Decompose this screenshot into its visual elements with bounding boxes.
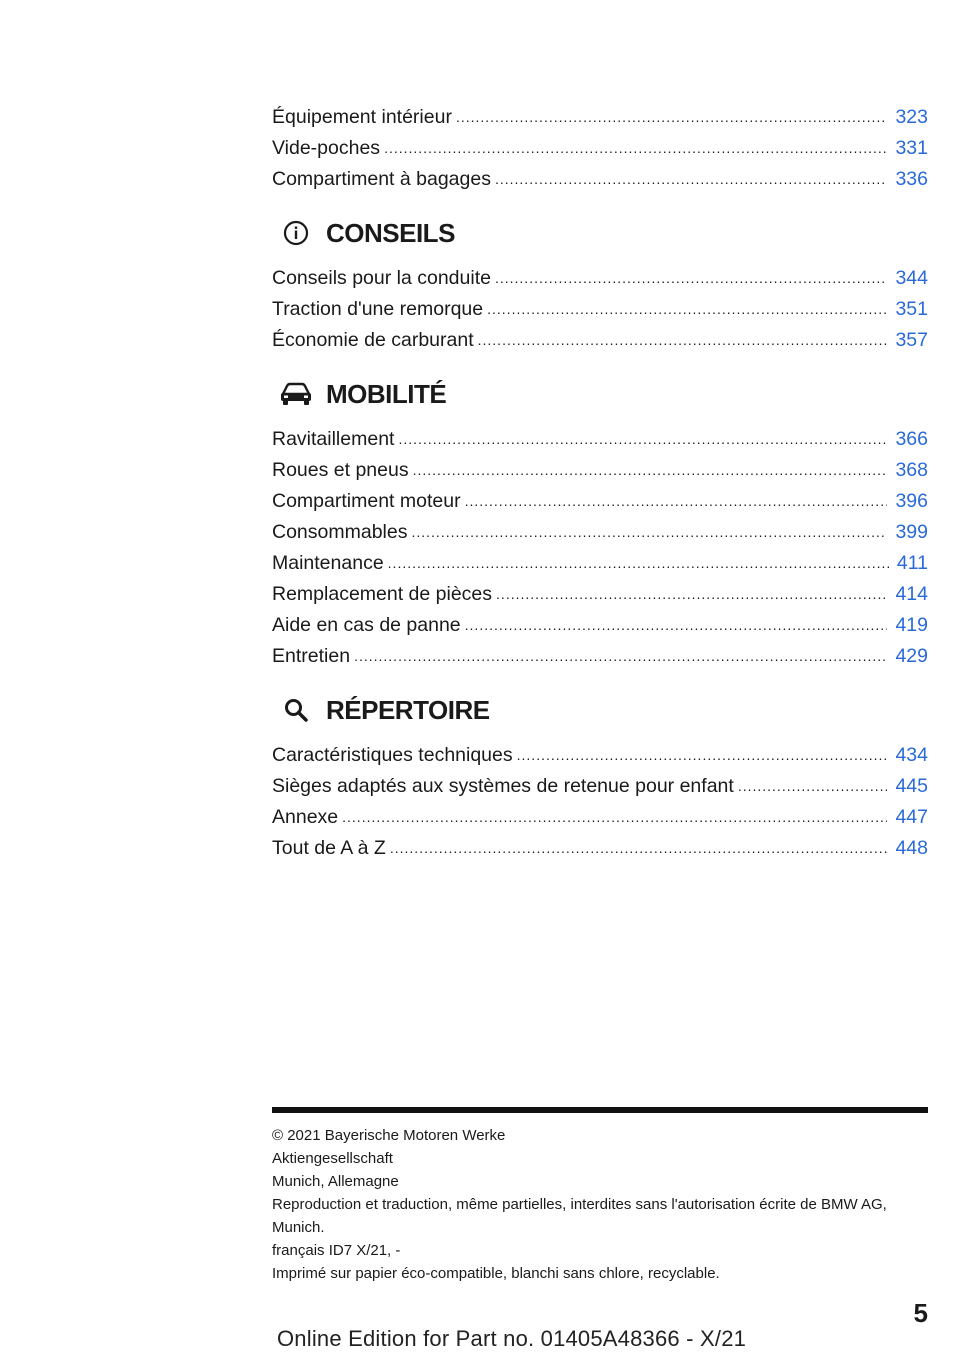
toc-page-link[interactable]: 411: [896, 552, 928, 574]
dot-leader: [487, 294, 887, 325]
imprint-line: français ID7 X/21, -: [272, 1242, 401, 1259]
dot-leader: [495, 263, 887, 294]
dot-leader: [495, 164, 887, 195]
toc-page-link[interactable]: 351: [895, 298, 928, 320]
toc-page-link[interactable]: 447: [895, 806, 928, 828]
toc-entry[interactable]: [272, 263, 928, 294]
toc-entry-label: Maintenance: [272, 552, 384, 574]
toc-page-link[interactable]: 344: [895, 267, 928, 289]
toc-entry[interactable]: [272, 294, 928, 325]
toc-entry[interactable]: [272, 133, 928, 164]
toc-entry[interactable]: [272, 455, 928, 486]
dot-leader: [411, 517, 887, 548]
toc-entry-label: Équipement intérieur: [272, 106, 452, 128]
toc-entry[interactable]: [272, 802, 928, 833]
toc-page-link[interactable]: 366: [895, 428, 928, 450]
toc-entry[interactable]: [272, 424, 928, 455]
dot-leader: [465, 610, 888, 641]
section-title: CONSEILS: [326, 217, 455, 248]
dot-leader: [390, 833, 888, 864]
toc-entry-label: Conseils pour la conduite: [272, 267, 491, 289]
toc-page-link[interactable]: 414: [895, 583, 928, 605]
imprint-line: Reproduction et traduction, même partielles, interdites sans l'autorisation écrite de BMW AG,: [272, 1196, 887, 1213]
toc-entry-label: Sièges adaptés aux systèmes de retenue pour enfant: [272, 775, 734, 797]
imprint-line: Aktiengesellschaft: [272, 1150, 393, 1167]
section-heading-mobilite: [272, 364, 928, 424]
toc-entry-label: Compartiment moteur: [272, 490, 461, 512]
toc-entry[interactable]: [272, 771, 928, 802]
toc-entry-label: Compartiment à bagages: [272, 168, 491, 190]
toc-page-link[interactable]: 323: [895, 106, 928, 128]
toc-entry[interactable]: [272, 102, 928, 133]
page-number: 5: [913, 1298, 928, 1328]
section-heading-repertoire: [272, 680, 928, 740]
toc-entry[interactable]: [272, 833, 928, 864]
dot-leader: [388, 548, 889, 579]
dot-leader: [398, 424, 887, 455]
toc-group-conseils: [272, 263, 928, 356]
toc-entry[interactable]: [272, 325, 928, 356]
toc-entry[interactable]: [272, 740, 928, 771]
toc-entry-label: Ravitaillement: [272, 428, 395, 450]
toc-entry[interactable]: [272, 579, 928, 610]
dot-leader: [478, 325, 888, 356]
toc-page-link[interactable]: 331: [895, 137, 928, 159]
toc-entry-label: Remplacement de pièces: [272, 583, 493, 605]
toc-entry-label: Traction d'une remorque: [272, 298, 484, 320]
toc-page-link[interactable]: 399: [895, 521, 928, 543]
dot-leader: [354, 641, 887, 672]
dot-leader: [456, 102, 888, 133]
dot-leader: [384, 133, 887, 164]
toc-page-link[interactable]: 434: [895, 744, 928, 766]
toc-page-link[interactable]: 357: [895, 329, 928, 351]
dot-leader: [465, 486, 888, 517]
toc-entry-label: Annexe: [272, 806, 339, 828]
imprint-line: Imprimé sur papier éco-compatible, blanchi sans chlore, recyclable.: [272, 1265, 720, 1282]
dot-leader: [413, 455, 888, 486]
toc-page-link[interactable]: 336: [895, 168, 928, 190]
section-title: MOBILITÉ: [326, 378, 447, 409]
toc-page-link[interactable]: 429: [895, 645, 928, 667]
search-icon: [276, 694, 316, 726]
toc-entry[interactable]: [272, 641, 928, 672]
toc-group-interior: [272, 102, 928, 195]
toc-entry-label: Entretien: [272, 645, 351, 667]
toc-entry-label: Roues et pneus: [272, 459, 409, 481]
toc-entry[interactable]: [272, 486, 928, 517]
imprint-line: Munich.: [272, 1219, 325, 1236]
toc-group-mobilite: [272, 424, 928, 672]
dot-leader: [738, 771, 888, 802]
toc-entry-label: Caractéristiques techniques: [272, 744, 513, 766]
imprint-line: © 2021 Bayerische Motoren Werke: [272, 1127, 506, 1144]
toc-entry-label: Aide en cas de panne: [272, 614, 461, 636]
section-title: RÉPERTOIRE: [326, 694, 490, 725]
car-icon: [276, 378, 316, 410]
toc-entry-label: Tout de A à Z: [272, 837, 386, 859]
toc-group-repertoire: [272, 740, 928, 864]
dot-leader: [517, 740, 888, 771]
toc-entry-label: Économie de carburant: [272, 329, 474, 351]
dot-leader: [342, 802, 887, 833]
section-heading-conseils: [272, 203, 928, 263]
toc-entry[interactable]: [272, 548, 928, 579]
imprint-block: [272, 1124, 932, 1285]
toc-entry[interactable]: [272, 164, 928, 195]
toc-entry[interactable]: [272, 610, 928, 641]
toc-entry-label: Consommables: [272, 521, 408, 543]
dot-leader: [496, 579, 887, 610]
toc-entry[interactable]: [272, 517, 928, 548]
toc-entry-label: Vide-poches: [272, 137, 381, 159]
toc-page-link[interactable]: 448: [895, 837, 928, 859]
footer-divider: [272, 1107, 928, 1113]
online-edition-watermark: Online Edition for Part no. 01405A48366 - X/21: [277, 1326, 747, 1351]
toc-page-link[interactable]: 368: [895, 459, 928, 481]
table-of-contents: [272, 102, 928, 864]
imprint-line: Munich, Allemagne: [272, 1173, 399, 1190]
toc-page-link[interactable]: 445: [895, 775, 928, 797]
info-icon: [276, 217, 316, 249]
toc-page-link[interactable]: 396: [895, 490, 928, 512]
toc-page-link[interactable]: 419: [895, 614, 928, 636]
